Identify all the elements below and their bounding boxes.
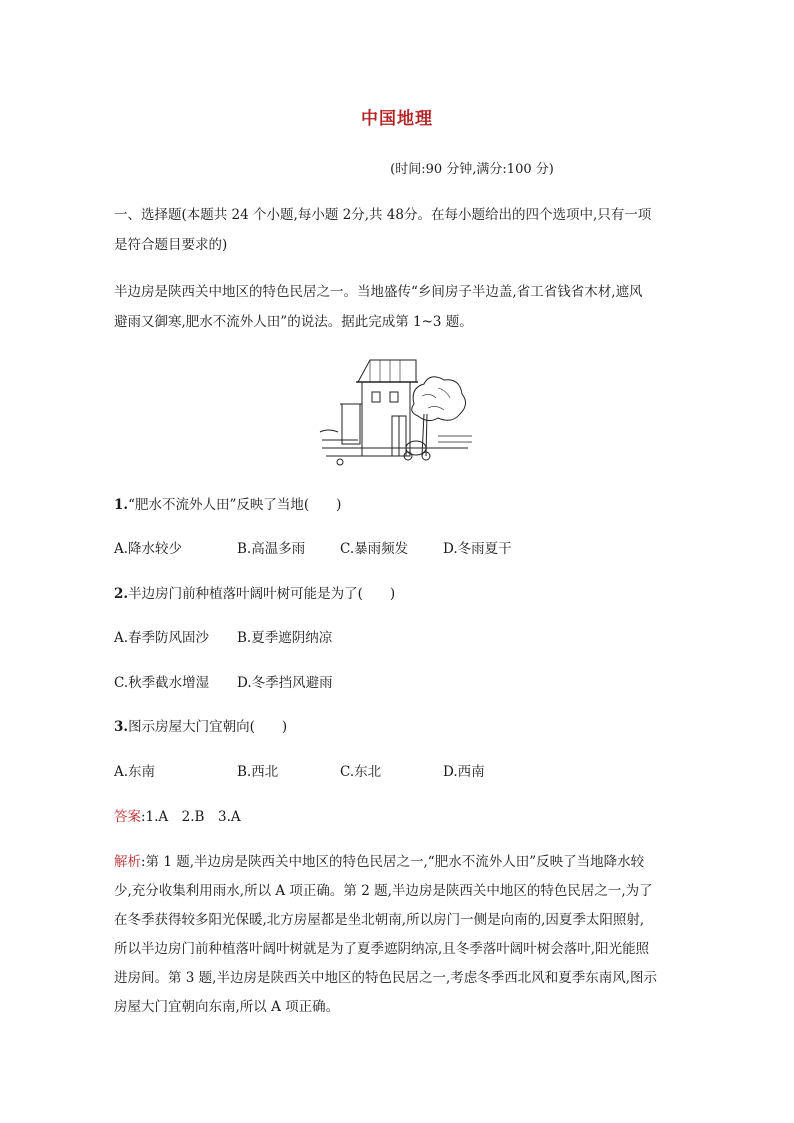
analysis-line-6: 房屋大门宜朝向东南,所以 A 项正确。 xyxy=(114,999,340,1015)
question-number: 2. xyxy=(114,586,129,602)
section-heading-line-2: 是符合题目要求的) xyxy=(114,237,228,253)
intro-line-2: 避雨又御寒,肥水不流外人田”的说法。据此完成第 1~3 题。 xyxy=(114,314,473,330)
option-a[interactable]: A.春季防风固沙 xyxy=(114,630,210,646)
question-1 xyxy=(114,493,341,513)
analysis-line-3: 在冬季获得较多阳光保暖,北方房屋都是坐北朝南,所以房门一侧是向南的,因夏季太阳照射, xyxy=(114,912,645,928)
option-c[interactable]: C.暴雨频发 xyxy=(340,541,409,557)
section-heading-line-1: 一、选择题(本题共 24 个小题,每小题 2分,共 48分。在每小题给出的四个选项中,只有一项 xyxy=(114,207,652,223)
question-number: 3. xyxy=(114,719,129,735)
analysis-text: :第 1 题,半边房是陕西关中地区的特色民居之一,“肥水不流外人田”反映了当地降水较 xyxy=(141,854,645,870)
question-2-options-row-1 xyxy=(114,626,332,646)
option-a[interactable]: A.降水较少 xyxy=(114,541,183,557)
analysis-line-4: 所以半边房门前种植落叶阔叶树就是为了夏季遮阴纳凉,且冬季落叶阔叶树会落叶,阳光能照 xyxy=(114,941,650,957)
option-b[interactable]: B.高温多雨 xyxy=(237,541,306,557)
option-c[interactable]: C.东北 xyxy=(340,764,382,780)
question-number: 1. xyxy=(114,497,129,513)
question-text: 半边房门前种植落叶阔叶树可能是为了( ) xyxy=(128,586,396,602)
option-b[interactable]: B.夏季遮阴纳凉 xyxy=(237,630,333,646)
intro-line-1: 半边房是陕西关中地区的特色民居之一。当地盛传“乡间房子半边盖,省工省钱省木材,遮风 xyxy=(114,284,643,300)
house-sketch-illustration xyxy=(318,352,474,470)
answer-label: 答案 xyxy=(114,809,141,825)
question-text: “肥水不流外人田”反映了当地( ) xyxy=(128,497,342,513)
question-2 xyxy=(114,582,395,602)
option-a[interactable]: A.东南 xyxy=(114,764,156,780)
analysis-line-5: 进房间。第 3 题,半边房是陕西关中地区的特色民居之一,考虑冬季西北风和夏季东南风,图示 xyxy=(114,970,658,986)
question-3 xyxy=(114,715,287,735)
question-2-options-row-2 xyxy=(114,671,333,691)
analysis-line-2: 少,充分收集利用雨水,所以 A 项正确。第 2 题,半边房是陕西关中地区的特色民居之一,为了 xyxy=(114,883,653,899)
page-title: 中国地理 xyxy=(361,109,433,129)
answer-text: :1.A 2.B 3.A xyxy=(141,809,241,825)
option-c[interactable]: C.秋季截水增湿 xyxy=(114,675,210,691)
option-d[interactable]: D.冬雨夏干 xyxy=(443,541,512,557)
question-text: 图示房屋大门宜朝向( ) xyxy=(128,719,288,735)
option-d[interactable]: D.冬季挡风避雨 xyxy=(237,675,333,691)
option-d[interactable]: D.西南 xyxy=(443,764,485,780)
option-b[interactable]: B.西北 xyxy=(237,764,279,780)
analysis-label: 解析 xyxy=(114,854,141,870)
answer-line xyxy=(114,805,241,825)
exam-subtitle: (时间:90 分钟,满分:100 分) xyxy=(390,162,554,177)
question-1-options xyxy=(114,537,512,557)
question-3-options xyxy=(114,760,485,780)
analysis-line-1 xyxy=(114,850,644,870)
